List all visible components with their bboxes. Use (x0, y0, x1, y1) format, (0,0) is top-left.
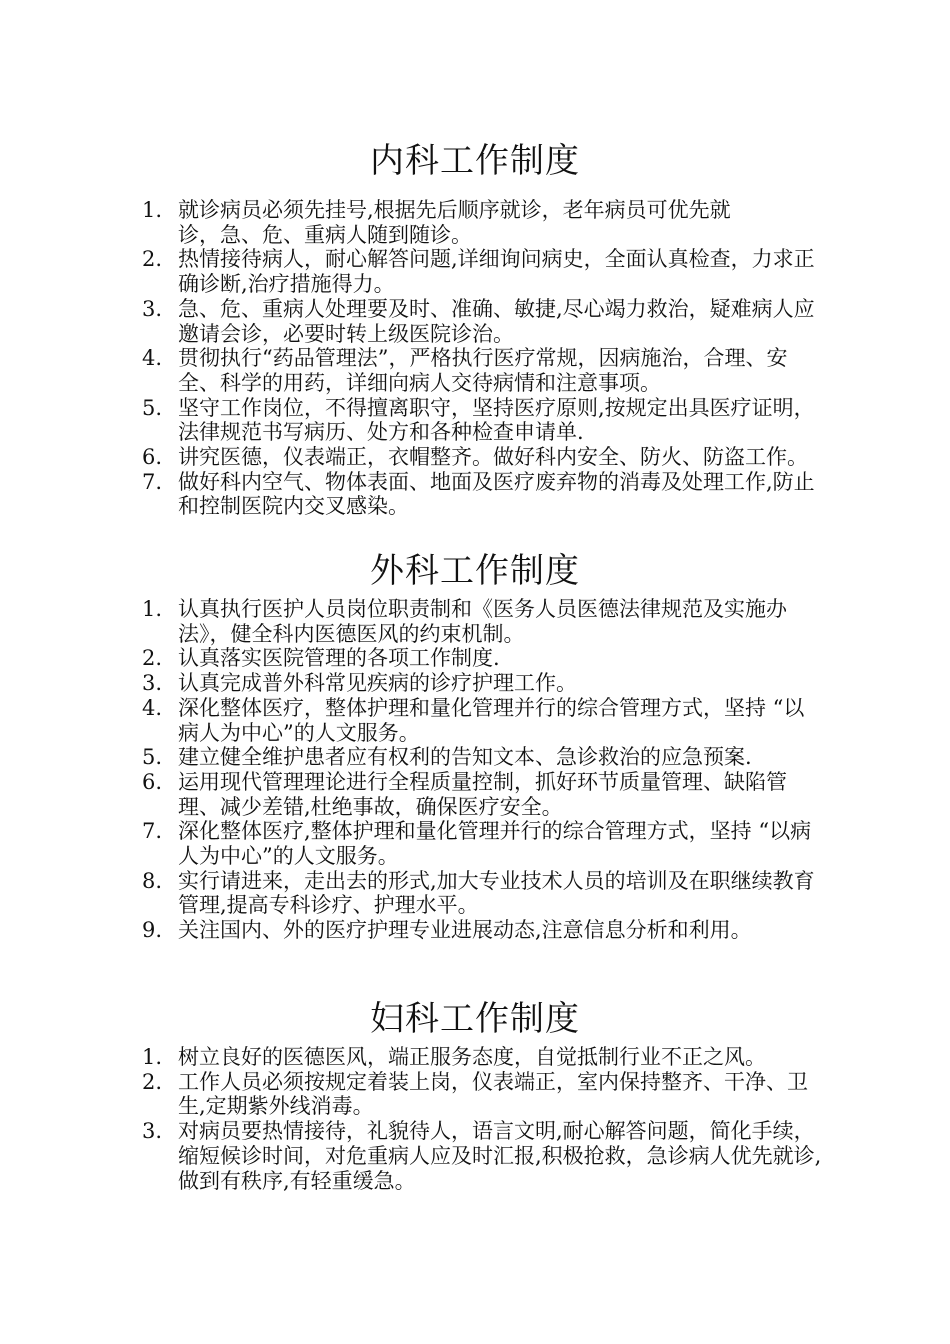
item-number: 6. (142, 445, 163, 470)
item-number: 8. (142, 868, 163, 893)
list-item (142, 1045, 822, 1070)
item-text: 深化整体医疗,整体护理和量化管理并行的综合管理方式，坚持 “以病人为中心”的人文服务。 (178, 819, 812, 869)
item-text: 认真完成普外科常见疾病的诊疗护理工作。 (178, 671, 577, 696)
item-text: 做好科内空气、物体表面、地面及医疗废弃物的消毒及处理工作,防止和控制医院内交叉感染。 (178, 469, 815, 519)
list-item (142, 869, 822, 918)
item-text: 讲究医德，仪表端正，衣帽整齐。做好科内安全、防火、防盗工作。 (178, 445, 808, 470)
list-item (142, 671, 822, 696)
item-number: 4. (142, 346, 163, 371)
item-text: 树立良好的医德医风，端正服务态度，自觉抵制行业不正之风。 (178, 1045, 766, 1069)
list-item (142, 696, 822, 745)
list-item (142, 396, 822, 445)
list-item (142, 597, 822, 646)
item-number: 3. (142, 1119, 163, 1144)
item-number: 5. (142, 395, 163, 420)
item-number: 4. (142, 695, 163, 720)
item-text: 实行请进来，走出去的形式,加大专业技术人员的培训及在职继续教育管理,提高专科诊疗、护理水平。 (178, 868, 815, 918)
gynecology-rules-list (142, 1045, 822, 1193)
list-item (142, 1070, 822, 1119)
item-number: 3. (142, 296, 163, 321)
item-text: 急、危、重病人处理要及时、准确、敏捷,尽心竭力救治，疑难病人应邀请会诊，必要时转上级医院诊治。 (178, 296, 815, 346)
item-number: 2. (142, 247, 163, 272)
surgery-rules-list (142, 597, 822, 943)
list-item (142, 445, 822, 470)
item-text: 就诊病员必须先挂号,根据先后顺序就诊，老年病员可优先就 诊，急、危、重病人随到随诊。 (178, 198, 794, 247)
list-item (142, 1119, 822, 1193)
item-text: 建立健全维护患者应有权利的告知文本、急诊救治的应急预案. (178, 745, 752, 770)
list-item (142, 297, 822, 346)
list-item (142, 819, 822, 868)
item-text: 工作人员必须按规定着装上岗，仪表端正，室内保持整齐、干净、卫生,定期紫外线消毒。 (178, 1069, 808, 1119)
list-item (142, 646, 822, 671)
section-title-internal-medicine: 内科工作制度 (370, 141, 580, 181)
list-item (142, 918, 822, 943)
list-item (142, 770, 822, 819)
section-title-surgery: 外科工作制度 (370, 551, 580, 591)
item-number: 6. (142, 769, 163, 794)
item-number: 3. (142, 671, 163, 696)
item-number: 2. (142, 646, 163, 671)
list-item (142, 745, 822, 770)
internal-medicine-rules-list (142, 198, 822, 519)
item-text: 认真执行医护人员岗位职责制和《医务人员医德法律规范及实施办法》，健全科内医德医风的约束机制。 (178, 597, 787, 646)
item-text: 坚守工作岗位，不得擅离职守，坚持医疗原则,按规定出具医疗证明，法律规范书写病历、处方和各种检查申请单. (178, 395, 815, 445)
list-item (142, 470, 822, 519)
item-number: 2. (142, 1069, 163, 1094)
item-number: 1. (142, 1045, 163, 1069)
item-number: 7. (142, 469, 163, 494)
section-title-gynecology: 妇科工作制度 (370, 999, 580, 1039)
item-number: 9. (142, 918, 163, 943)
item-text: 关注国内、外的医疗护理专业进展动态,注意信息分析和利用。 (178, 918, 752, 943)
item-text: 热情接待病人，耐心解答问题,详细询问病史，全面认真检查，力求正确诊断,治疗措施得力。 (178, 247, 815, 297)
list-item (142, 346, 822, 395)
list-item (142, 247, 822, 296)
item-text: 运用现代管理理论进行全程质量控制，抓好环节质量管理、缺陷管理、减少差错,杜绝事故，确保医疗安全。 (178, 769, 787, 819)
item-number: 5. (142, 745, 163, 770)
item-text: 认真落实医院管理的各项工作制度. (178, 646, 500, 671)
item-number: 1. (142, 597, 163, 621)
item-text: 对病员要热情接待，礼貌待人，语言文明,耐心解答问题，简化手续，缩短候诊时间，对危重病人应及时汇报,积极抢救，急诊病人优先就诊,做到有秩序,有轻重缓急。 (178, 1119, 822, 1193)
item-number: 1. (142, 198, 163, 222)
item-number: 7. (142, 819, 163, 844)
item-text: 深化整体医疗，整体护理和量化管理并行的综合管理方式，坚持 “以病人为中心”的人文服务。 (178, 695, 805, 745)
list-item (142, 198, 822, 247)
item-text: 贯彻执行“药品管理法”，严格执行医疗常规，因病施治，合理、安全、科学的用药，详细向病人交待病情和注意事项。 (178, 346, 788, 395)
